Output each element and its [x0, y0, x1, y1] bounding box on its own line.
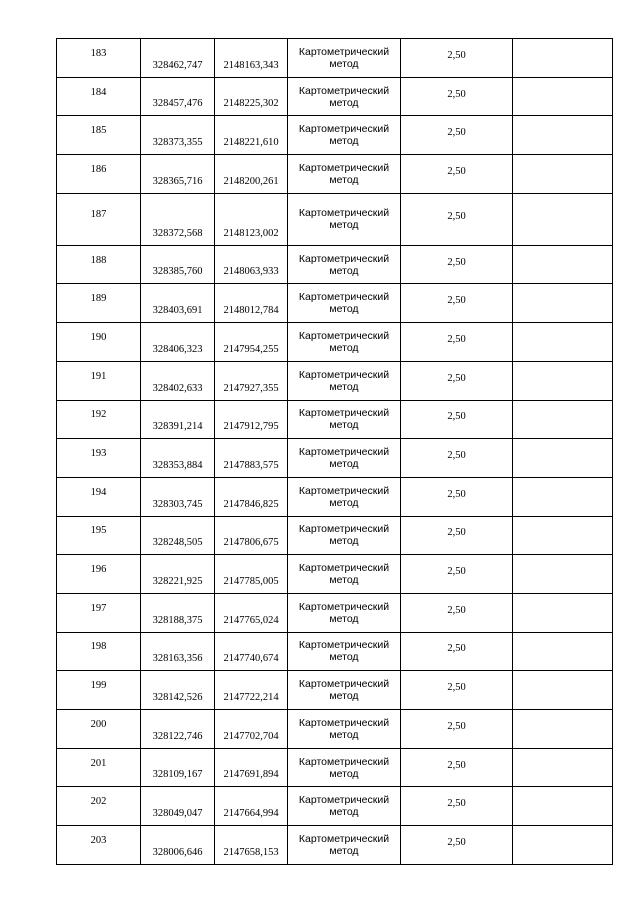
method-line-1: Картометрический [298, 368, 390, 381]
method-cell [288, 826, 401, 865]
description-cell [513, 400, 613, 439]
method-line-1: Картометрический [298, 446, 390, 459]
method-cell [288, 671, 401, 710]
description-cell [513, 77, 613, 116]
x-coordinate-cell: 328303,745 [141, 477, 215, 516]
description-cell [513, 593, 613, 632]
accuracy-value: 2,50 [447, 488, 466, 500]
accuracy-cell [401, 593, 513, 632]
method-cell [288, 155, 401, 194]
table-row [57, 116, 613, 155]
x-coordinate-cell: 328385,760 [141, 245, 215, 284]
accuracy-cell [401, 632, 513, 671]
table-row [57, 593, 613, 632]
method-cell [288, 39, 401, 78]
x-coordinate-cell: 328006,646 [141, 826, 215, 865]
y-coordinate-cell: 2147664,994 [215, 787, 288, 826]
table-row [57, 748, 613, 787]
accuracy-cell [401, 284, 513, 323]
y-coordinate-cell: 2147702,704 [215, 710, 288, 749]
x-coordinate-cell: 328462,747 [141, 39, 215, 78]
method-line-1: Картометрический [298, 407, 390, 420]
table-row [57, 323, 613, 362]
accuracy-value: 2,50 [447, 604, 466, 616]
method-cell [288, 77, 401, 116]
accuracy-value: 2,50 [447, 211, 466, 223]
method-line-1: Картометрический [298, 84, 390, 97]
accuracy-value: 2,50 [447, 411, 466, 423]
table-row [57, 284, 613, 323]
method-cell [288, 516, 401, 555]
description-cell [513, 477, 613, 516]
y-coordinate-cell: 2148123,002 [215, 193, 288, 245]
point-number-cell [57, 39, 141, 78]
description-cell [513, 710, 613, 749]
description-cell [513, 116, 613, 155]
method-cell [288, 284, 401, 323]
point-number-cell [57, 245, 141, 284]
accuracy-value: 2,50 [447, 836, 466, 848]
method-line-2: метод [329, 767, 359, 780]
method-cell [288, 323, 401, 362]
accuracy-cell [401, 400, 513, 439]
method-cell [288, 787, 401, 826]
description-cell [513, 671, 613, 710]
accuracy-value: 2,50 [447, 127, 466, 139]
method-line-2: метод [329, 264, 359, 277]
method-line-2: метод [329, 612, 359, 625]
table-row [57, 400, 613, 439]
method-line-2: метод [329, 135, 359, 148]
description-cell [513, 826, 613, 865]
point-number: 183 [90, 47, 107, 59]
point-number: 193 [90, 448, 107, 460]
table-row [57, 516, 613, 555]
description-cell [513, 555, 613, 594]
table-row [57, 193, 613, 245]
point-number: 201 [90, 757, 107, 769]
point-number-cell [57, 323, 141, 362]
accuracy-cell [401, 323, 513, 362]
y-coordinate-cell: 2147954,255 [215, 323, 288, 362]
point-number-cell [57, 77, 141, 116]
accuracy-cell [401, 555, 513, 594]
table-row [57, 710, 613, 749]
x-coordinate-cell: 328221,925 [141, 555, 215, 594]
y-coordinate-cell: 2147765,024 [215, 593, 288, 632]
point-number-cell [57, 361, 141, 400]
x-coordinate-cell: 328373,355 [141, 116, 215, 155]
method-cell [288, 400, 401, 439]
accuracy-value: 2,50 [447, 49, 466, 61]
method-line-1: Картометрический [298, 678, 390, 691]
point-number: 184 [90, 86, 107, 98]
table-row [57, 477, 613, 516]
method-line-1: Картометрический [298, 161, 390, 174]
method-line-1: Картометрический [298, 207, 390, 220]
method-line-2: метод [329, 341, 359, 354]
accuracy-value: 2,50 [447, 720, 466, 732]
description-cell [513, 787, 613, 826]
point-number: 203 [90, 834, 107, 846]
point-number: 187 [90, 209, 107, 221]
table-row [57, 555, 613, 594]
method-cell [288, 555, 401, 594]
point-number: 196 [90, 564, 107, 576]
method-line-2: метод [329, 173, 359, 186]
point-number: 197 [90, 602, 107, 614]
x-coordinate-cell: 328391,214 [141, 400, 215, 439]
description-cell [513, 39, 613, 78]
method-cell [288, 632, 401, 671]
method-line-1: Картометрический [298, 794, 390, 807]
point-number: 194 [90, 486, 107, 498]
table-row [57, 439, 613, 478]
y-coordinate-cell: 2147658,153 [215, 826, 288, 865]
x-coordinate-cell: 328163,356 [141, 632, 215, 671]
point-number-cell [57, 671, 141, 710]
method-line-1: Картометрический [298, 716, 390, 729]
method-line-1: Картометрический [298, 832, 390, 845]
x-coordinate-cell: 328353,884 [141, 439, 215, 478]
method-line-1: Картометрический [298, 291, 390, 304]
accuracy-value: 2,50 [447, 566, 466, 578]
point-number-cell [57, 193, 141, 245]
description-cell [513, 439, 613, 478]
method-line-2: метод [329, 458, 359, 471]
accuracy-cell [401, 710, 513, 749]
accuracy-value: 2,50 [447, 256, 466, 268]
accuracy-value: 2,50 [447, 372, 466, 384]
description-cell [513, 632, 613, 671]
point-number-cell [57, 826, 141, 865]
y-coordinate-cell: 2148221,610 [215, 116, 288, 155]
table-row [57, 632, 613, 671]
y-coordinate-cell: 2147912,795 [215, 400, 288, 439]
point-number-cell [57, 477, 141, 516]
method-cell [288, 361, 401, 400]
accuracy-value: 2,50 [447, 165, 466, 177]
method-line-2: метод [329, 574, 359, 587]
table-row [57, 77, 613, 116]
point-number: 199 [90, 680, 107, 692]
y-coordinate-cell: 2147846,825 [215, 477, 288, 516]
accuracy-cell [401, 671, 513, 710]
method-line-2: метод [329, 419, 359, 432]
point-number-cell [57, 116, 141, 155]
method-line-2: метод [329, 219, 359, 232]
x-coordinate-cell: 328402,633 [141, 361, 215, 400]
table-row [57, 39, 613, 78]
accuracy-value: 2,50 [447, 527, 466, 539]
description-cell [513, 245, 613, 284]
method-line-2: метод [329, 728, 359, 741]
description-cell [513, 361, 613, 400]
x-coordinate-cell: 328142,526 [141, 671, 215, 710]
point-number-cell [57, 748, 141, 787]
point-number: 189 [90, 293, 107, 305]
accuracy-cell [401, 787, 513, 826]
description-cell [513, 323, 613, 362]
method-line-2: метод [329, 844, 359, 857]
point-number: 195 [90, 525, 107, 537]
method-line-1: Картометрический [298, 329, 390, 342]
point-number-cell [57, 516, 141, 555]
y-coordinate-cell: 2148063,933 [215, 245, 288, 284]
method-line-2: метод [329, 651, 359, 664]
table-row [57, 826, 613, 865]
method-line-1: Картометрический [298, 45, 390, 58]
method-line-1: Картометрический [298, 123, 390, 136]
y-coordinate-cell: 2147806,675 [215, 516, 288, 555]
y-coordinate-cell: 2147883,575 [215, 439, 288, 478]
y-coordinate-cell: 2147785,005 [215, 555, 288, 594]
point-number: 185 [90, 125, 107, 137]
accuracy-value: 2,50 [447, 450, 466, 462]
accuracy-cell [401, 116, 513, 155]
description-cell [513, 284, 613, 323]
method-cell [288, 593, 401, 632]
point-number: 191 [90, 370, 107, 382]
accuracy-cell [401, 477, 513, 516]
x-coordinate-cell: 328403,691 [141, 284, 215, 323]
method-line-2: метод [329, 303, 359, 316]
point-number-cell [57, 593, 141, 632]
accuracy-value: 2,50 [447, 295, 466, 307]
accuracy-value: 2,50 [447, 798, 466, 810]
accuracy-value: 2,50 [447, 88, 466, 100]
description-cell [513, 516, 613, 555]
point-number-cell [57, 439, 141, 478]
x-coordinate-cell: 328406,323 [141, 323, 215, 362]
accuracy-cell [401, 826, 513, 865]
method-line-2: метод [329, 535, 359, 548]
description-cell [513, 748, 613, 787]
accuracy-cell [401, 516, 513, 555]
description-cell [513, 193, 613, 245]
point-number-cell [57, 155, 141, 194]
accuracy-cell [401, 361, 513, 400]
y-coordinate-cell: 2147927,355 [215, 361, 288, 400]
x-coordinate-cell: 328365,716 [141, 155, 215, 194]
method-line-2: метод [329, 496, 359, 509]
point-number: 202 [90, 796, 107, 808]
point-number-cell [57, 632, 141, 671]
coordinates-table [56, 38, 613, 865]
method-cell [288, 748, 401, 787]
point-number: 190 [90, 331, 107, 343]
point-number-cell [57, 400, 141, 439]
method-cell [288, 193, 401, 245]
point-number: 198 [90, 641, 107, 653]
accuracy-value: 2,50 [447, 759, 466, 771]
y-coordinate-cell: 2148163,343 [215, 39, 288, 78]
method-line-2: метод [329, 96, 359, 109]
method-line-1: Картометрический [298, 600, 390, 613]
accuracy-cell [401, 748, 513, 787]
x-coordinate-cell: 328457,476 [141, 77, 215, 116]
y-coordinate-cell: 2148200,261 [215, 155, 288, 194]
accuracy-value: 2,50 [447, 643, 466, 655]
accuracy-cell [401, 77, 513, 116]
point-number: 188 [90, 254, 107, 266]
point-number: 192 [90, 409, 107, 421]
method-line-1: Картометрический [298, 562, 390, 575]
y-coordinate-cell: 2148012,784 [215, 284, 288, 323]
description-cell [513, 155, 613, 194]
y-coordinate-cell: 2147722,214 [215, 671, 288, 710]
table-row [57, 245, 613, 284]
x-coordinate-cell: 328109,167 [141, 748, 215, 787]
method-line-1: Картометрический [298, 252, 390, 265]
method-line-2: метод [329, 57, 359, 70]
table-body [57, 39, 613, 865]
x-coordinate-cell: 328122,746 [141, 710, 215, 749]
method-cell [288, 477, 401, 516]
accuracy-cell [401, 193, 513, 245]
y-coordinate-cell: 2148225,302 [215, 77, 288, 116]
accuracy-cell [401, 245, 513, 284]
method-line-2: метод [329, 690, 359, 703]
accuracy-value: 2,50 [447, 682, 466, 694]
method-line-1: Картометрический [298, 523, 390, 536]
x-coordinate-cell: 328248,505 [141, 516, 215, 555]
method-line-2: метод [329, 380, 359, 393]
method-cell [288, 439, 401, 478]
accuracy-cell [401, 155, 513, 194]
accuracy-cell [401, 439, 513, 478]
point-number: 186 [90, 163, 107, 175]
method-cell [288, 116, 401, 155]
point-number-cell [57, 710, 141, 749]
table-row [57, 671, 613, 710]
accuracy-value: 2,50 [447, 333, 466, 345]
x-coordinate-cell: 328372,568 [141, 193, 215, 245]
x-coordinate-cell: 328049,047 [141, 787, 215, 826]
accuracy-cell [401, 39, 513, 78]
method-cell [288, 245, 401, 284]
table-row [57, 361, 613, 400]
point-number: 200 [90, 718, 107, 730]
table-row [57, 155, 613, 194]
method-cell [288, 710, 401, 749]
method-line-1: Картометрический [298, 755, 390, 768]
x-coordinate-cell: 328188,375 [141, 593, 215, 632]
table-row [57, 787, 613, 826]
point-number-cell [57, 787, 141, 826]
y-coordinate-cell: 2147740,674 [215, 632, 288, 671]
y-coordinate-cell: 2147691,894 [215, 748, 288, 787]
method-line-2: метод [329, 806, 359, 819]
method-line-1: Картометрический [298, 484, 390, 497]
point-number-cell [57, 555, 141, 594]
method-line-1: Картометрический [298, 639, 390, 652]
point-number-cell [57, 284, 141, 323]
